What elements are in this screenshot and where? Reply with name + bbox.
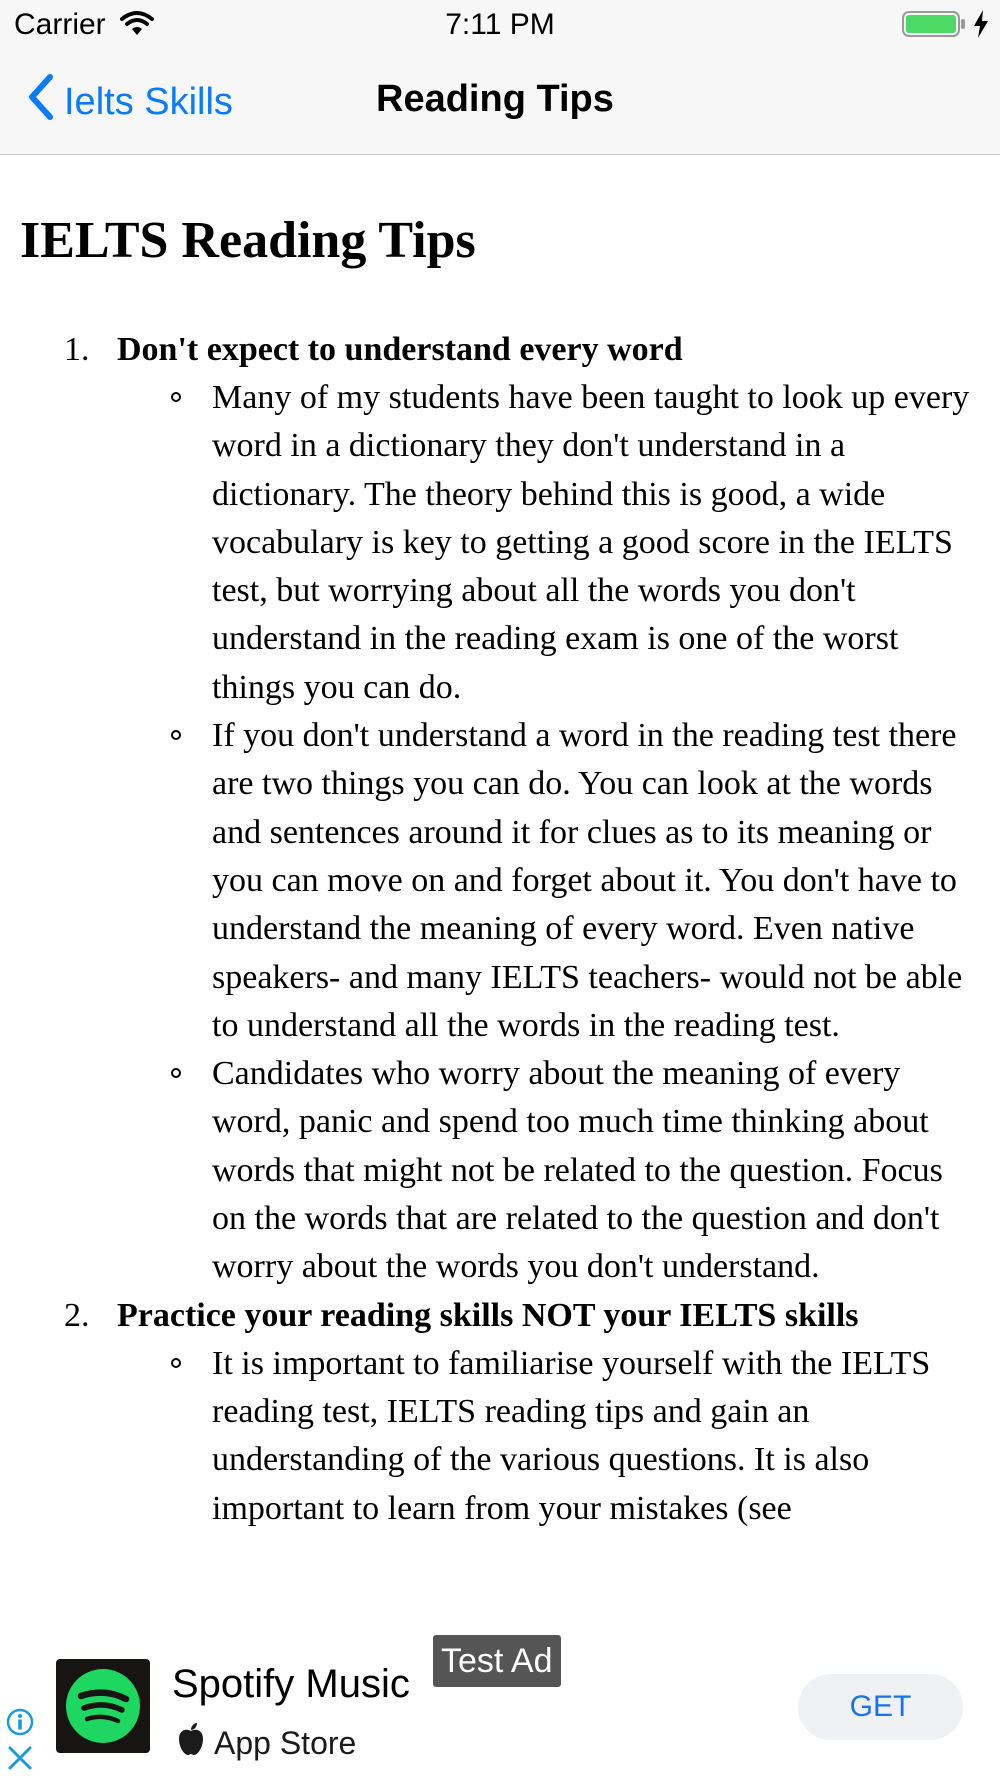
bullet-item xyxy=(0,712,1000,1050)
bullet-item xyxy=(0,1050,1000,1291)
battery-icon xyxy=(902,10,966,46)
back-button[interactable] xyxy=(28,74,233,130)
nav-title: Reading Tips xyxy=(376,78,614,120)
bullet-text: It is important to familiarise yourself with the IELTS reading test, IELTS reading tips and gain an understanding of the various questions. It is also important to learn from your mistakes (see xyxy=(212,1344,931,1527)
tip-heading: Practice your reading skills NOT your IELTS skills xyxy=(117,1296,859,1334)
store-label: App Store xyxy=(214,1724,357,1761)
carrier-label: Carrier xyxy=(14,8,106,41)
navigation-bar xyxy=(0,50,1000,155)
tip-number: 1. xyxy=(64,331,90,368)
ad-app-name[interactable]: Spotify Music xyxy=(172,1662,410,1706)
tip-heading: Don't expect to understand every word xyxy=(117,331,683,368)
tip-item xyxy=(0,1292,1000,1533)
tip-item xyxy=(0,326,1000,1292)
bullet-item xyxy=(0,374,1000,712)
chevron-left-icon xyxy=(28,74,54,130)
hollow-bullet-icon xyxy=(171,1358,181,1368)
hollow-bullet-icon xyxy=(171,1068,181,1078)
bullet-item xyxy=(0,1340,1000,1533)
spotify-logo-icon[interactable] xyxy=(56,1659,150,1753)
info-icon[interactable] xyxy=(6,1708,34,1741)
ad-banner[interactable] xyxy=(0,1634,1000,1778)
close-icon[interactable] xyxy=(6,1744,34,1777)
status-bar xyxy=(0,0,1000,50)
test-ad-badge: Test Ad xyxy=(433,1635,561,1687)
apple-icon xyxy=(176,1722,206,1764)
content-webview[interactable] xyxy=(0,155,1000,1633)
bullet-text: Candidates who worry about the meaning of every word, panic and spend too much time thinking about words that might not be related to the question. Focus on the words that are related to the question and don't worry about the words you don't understand. xyxy=(212,1055,943,1286)
tips-list xyxy=(0,326,1000,1533)
hollow-bullet-icon xyxy=(171,392,181,402)
bullet-text: If you don't understand a word in the reading test there are two things you can do. You can look at the words and sentences around it for clues as to its meaning or you can move on and forget about it. You don't have to understand the meaning of every word. Even native speakers- and many IELTS teachers- would not be able to understand all the words in the reading test. xyxy=(212,717,963,1044)
get-button[interactable]: GET xyxy=(798,1674,963,1740)
bullet-text: Many of my students have been taught to look up every word in a dictionary they don't understand in a dictionary. The theory behind this is good, a wide vocabulary is key to getting a good score in the IELTS test, but worrying about all the words you don't understand in the reading exam is one of the worst things you can do. xyxy=(212,379,970,706)
tip-number: 2. xyxy=(64,1296,90,1334)
page-title: IELTS Reading Tips xyxy=(20,212,476,269)
store-label-row xyxy=(176,1722,356,1764)
back-button-label: Ielts Skills xyxy=(64,80,233,123)
status-time: 7:11 PM xyxy=(445,8,555,41)
hollow-bullet-icon xyxy=(171,730,181,740)
charging-bolt-icon xyxy=(972,10,990,46)
